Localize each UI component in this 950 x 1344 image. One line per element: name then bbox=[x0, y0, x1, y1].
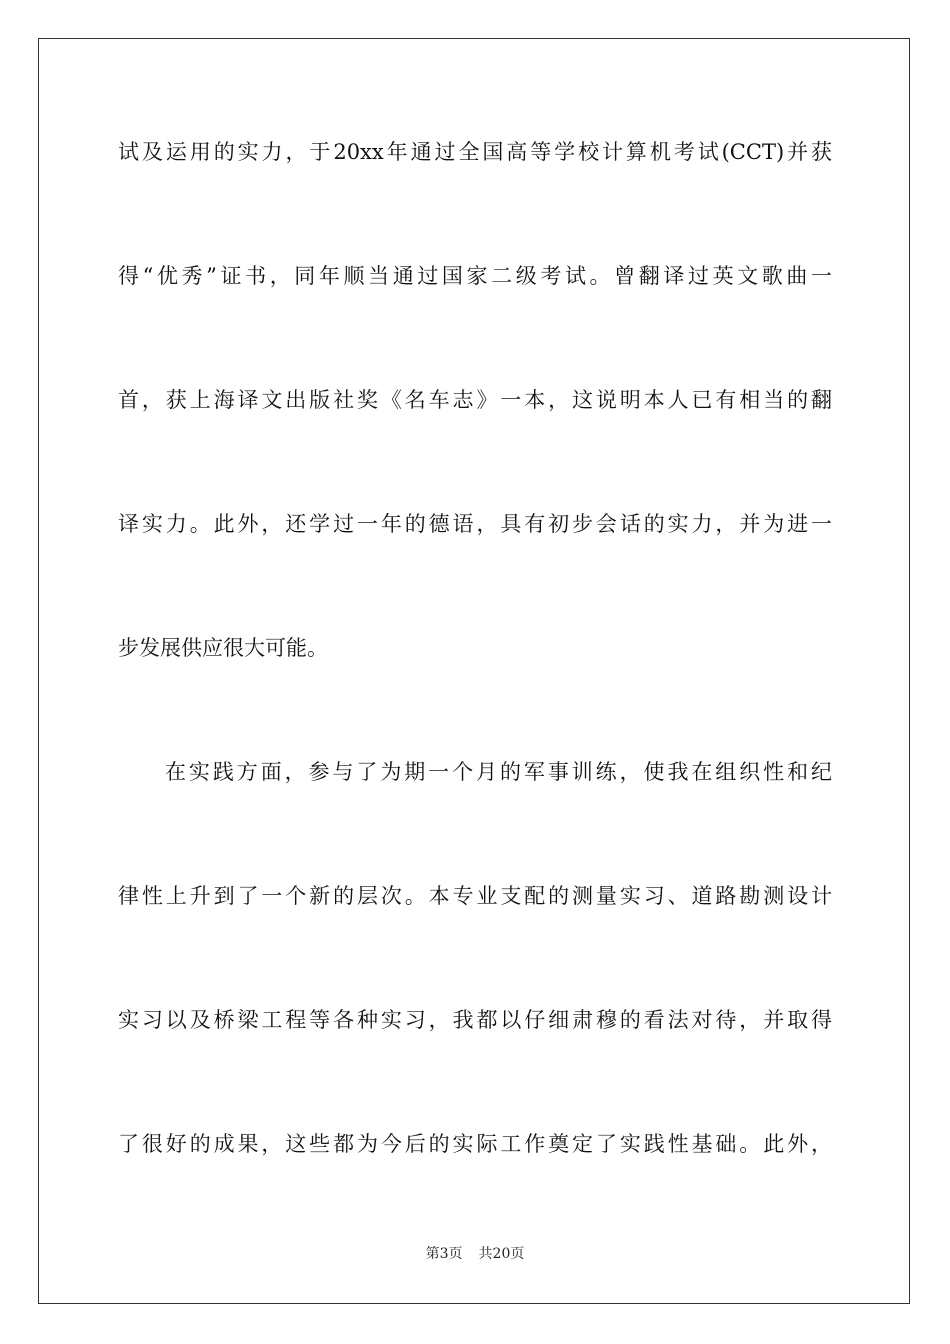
page-number: 第3页 bbox=[425, 1246, 463, 1262]
body-text-line: 律性上升到了一个新的层次。本专业支配的测量实习、道路勘测设计 bbox=[118, 884, 832, 908]
body-text-line: 得“优秀”证书，同年顺当通过国家二级考试。曾翻译过英文歌曲一 bbox=[118, 264, 832, 288]
page-border bbox=[38, 38, 910, 1304]
body-text-line: 在实践方面，参与了为期一个月的军事训练，使我在组织性和纪 bbox=[165, 760, 832, 784]
page-total: 共20页 bbox=[478, 1246, 525, 1262]
body-text-line: 译实力。此外，还学过一年的德语，具有初步会话的实力，并为进一 bbox=[118, 512, 832, 536]
body-text-line: 步发展供应很大可能。 bbox=[118, 636, 328, 660]
page-footer bbox=[0, 1245, 950, 1263]
body-text-line: 了很好的成果，这些都为今后的实际工作奠定了实践性基础。此外， bbox=[118, 1132, 832, 1156]
body-text-line: 首，获上海译文出版社奖《名车志》一本，这说明本人已有相当的翻 bbox=[118, 388, 832, 412]
body-text-line: 实习以及桥梁工程等各种实习，我都以仔细肃穆的看法对待，并取得 bbox=[118, 1008, 832, 1032]
body-text-line: 试及运用的实力，于20xx年通过全国高等学校计算机考试(CCT)并获 bbox=[118, 140, 832, 164]
